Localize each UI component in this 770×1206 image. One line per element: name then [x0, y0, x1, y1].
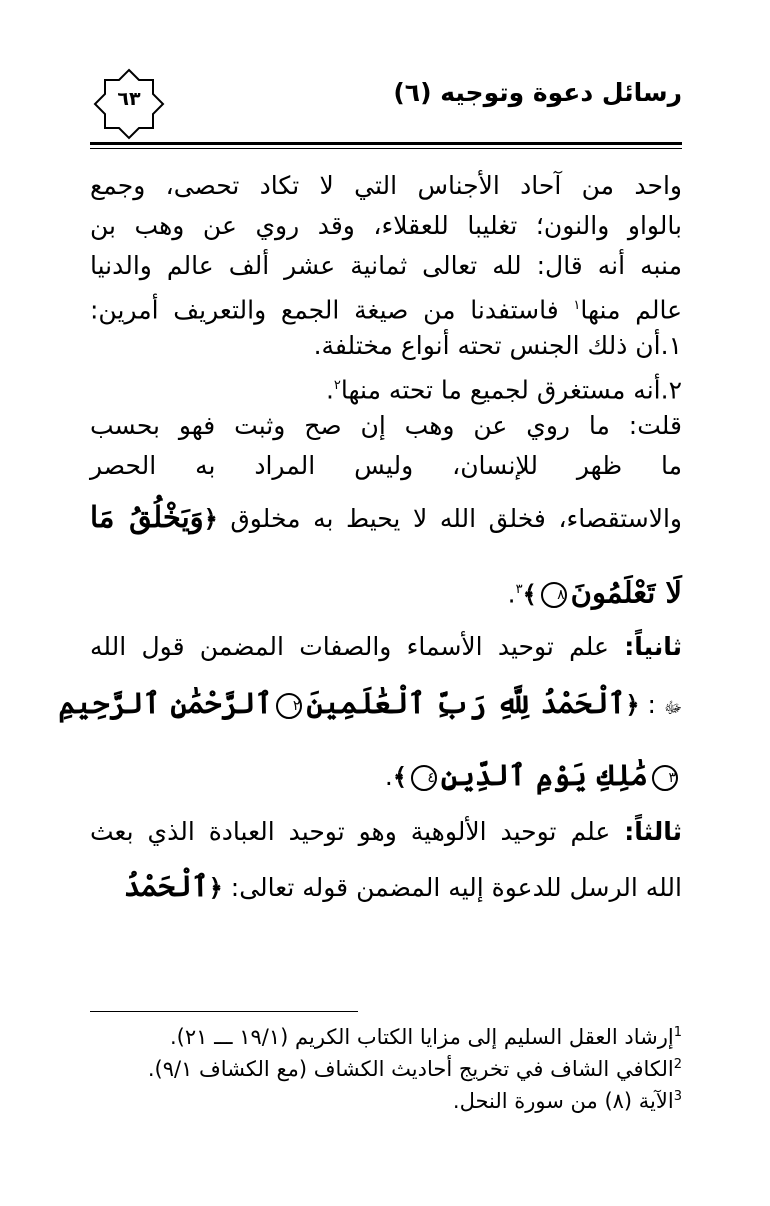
quran-verse: ٱلْحَمْدُ	[123, 869, 209, 903]
text-segment: علم توحيد الأسماء والصفات المضمن قول الله	[90, 632, 625, 661]
text-segment: الله الرسل للدعوة إليه المضمن قوله تعالى:	[222, 873, 682, 902]
footnote-ref-3[interactable]: ٣	[515, 582, 523, 597]
ayah-number-marker: ٨	[541, 582, 567, 608]
footnote-ref-1[interactable]: ١	[573, 298, 581, 313]
section-label-second: ثانياً:	[624, 632, 682, 661]
section-label-third: ثالثاً:	[624, 817, 682, 846]
ayah-number-marker: ٢	[276, 693, 302, 719]
footnote-marker: 1	[673, 1025, 682, 1040]
text-line-14	[90, 812, 682, 852]
text-line-7: قلت: ما روي عن وهب إن صح وثبت فهو بحسب	[90, 411, 682, 440]
footnote-2	[82, 1050, 682, 1084]
ayah-number-marker: ٤	[411, 765, 437, 791]
text-segment: .	[384, 762, 393, 791]
list-item-2	[90, 366, 682, 410]
text-line-15	[90, 866, 682, 908]
text-line-1: واحد من آحاد الأجناس التي لا تكاد تحصى، وجمع	[90, 171, 682, 200]
quran-verse: وَيَخْلُقُ مَا	[90, 500, 204, 534]
footnote-marker: 3	[673, 1089, 682, 1104]
text-line-11	[90, 627, 682, 667]
text-segment: عالم منها	[580, 295, 682, 325]
quran-verse: ٱلْحَمْدُ لِلَّهِ رَبِّ ٱلْعَٰلَمِينَ	[306, 686, 626, 720]
footnote-marker: 2	[673, 1057, 682, 1072]
text-line-4	[90, 286, 682, 330]
page-number-badge	[93, 68, 165, 140]
header-rule-thick	[90, 142, 682, 145]
text-segment: والاستقصاء، فخلق الله لا يحيط به مخلوق	[230, 504, 682, 533]
honorific-glyph: ﷻ	[663, 698, 682, 717]
text-segment: .	[507, 579, 516, 609]
text-segment: :	[639, 690, 664, 719]
text-segment: فاستفدنا من صيغة الجمع والتعريف أمرين:	[90, 295, 574, 325]
quran-open-bracket: ﴿	[208, 873, 223, 902]
text-line-12	[58, 683, 682, 728]
quran-open-bracket: ﴿	[203, 504, 218, 533]
footnote-1	[82, 1018, 682, 1052]
footnote-text: إرشاد العقل السليم إلى مزايا الكتاب الكريم (١٩/١ ـــ ٢١).	[169, 1025, 674, 1049]
footnote-text: الكافي الشاف في تخريج أحاديث الكشاف (مع الكشاف ٩/١).	[147, 1057, 674, 1081]
footnote-3	[82, 1082, 682, 1116]
text-line-2: بالواو والنون؛ تغليبا للعقلاء، وقد روي عن وهب بن	[90, 211, 682, 240]
quran-close-bracket: ﴾	[522, 579, 537, 609]
text-line-10	[90, 570, 682, 614]
ayah-number-marker: ٣	[652, 765, 678, 791]
text-line-8: ما ظهر للإنسان، وليس المراد به الحصر	[90, 451, 682, 480]
footnote-separator	[90, 1011, 358, 1012]
quran-verse: ٱلرَّحْمَٰنِ ٱلرَّحِيمِ	[58, 686, 273, 720]
quran-open-bracket: ﴿	[625, 690, 640, 719]
footnote-ref-2[interactable]: ٢	[333, 378, 341, 393]
text-line-3: منبه أنه قال: لله تعالى ثمانية عشر ألف عالم والدنيا	[90, 251, 682, 280]
quran-close-bracket: ﴾	[392, 762, 407, 791]
text-segment: علم توحيد الألوهية وهو توحيد العبادة الذي بعث	[90, 817, 625, 846]
text-line-9	[90, 497, 682, 539]
running-header: رسائل دعوة وتوجيه (٦)	[393, 78, 682, 107]
text-segment: ٢.أنه مستغرق لجميع ما تحته منها	[340, 375, 682, 405]
text-segment: .	[325, 375, 334, 405]
header-rule-thin	[90, 148, 682, 149]
quran-verse: مَٰلِكِ يَوْمِ ٱلدِّينِ	[440, 758, 648, 792]
page-number: ٦٣	[117, 88, 141, 110]
text-line-13	[90, 755, 682, 797]
quran-verse: لَا تَعْلَمُونَ	[570, 575, 682, 610]
footnote-text: الآية (٨) من سورة النحل.	[452, 1089, 674, 1113]
list-item-1: ١.أن ذلك الجنس تحته أنواع مختلفة.	[313, 331, 682, 360]
